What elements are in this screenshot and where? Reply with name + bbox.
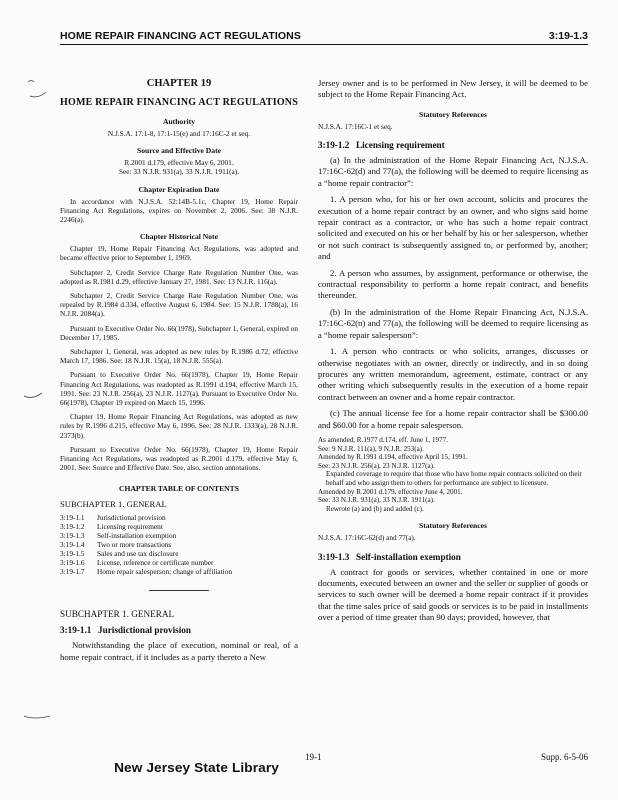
section-text: A contract for goods or services, whether contained in one or more documents, executed between an owner and the seller or supplier of goods or services to such owner will be deemed a home repair contract if it provides that the time sales price of said goods or services is to be paid in installments over a period of time greater than 90 days; provided, however, that	[318, 566, 588, 623]
amendment-line: Expanded coverage to require that those who have home repair contracts solicited on their behalf and who assign them to others for performance are subject to licensure.	[326, 470, 582, 487]
section-title: Licensing requirement	[356, 140, 445, 151]
statutory-references-heading: Statutory References	[419, 109, 487, 119]
toc-entry-title: Two or more transactions	[97, 540, 172, 550]
expiration-heading: Chapter Expiration Date	[138, 184, 220, 194]
toc-entry[interactable]	[60, 540, 232, 549]
amendment-line: See: 33 N.J.R. 931(a), 33 N.J.R. 1911(a).	[318, 496, 435, 505]
expiration-text: In accordance with N.J.S.A. 52:14B-5.1c, Chapter 19, Home Repair Financing Act Regulations, expires on November 2, 2006. See: 38 N.J.R. 2246(a).	[60, 196, 298, 225]
history-paragraph: Pursuant to Executive Order No. 66(1978), Chapter 19, Home Repair Financing Act Regulations, was readopted as R.2001 d.179, effective May 6, 2001. See: Source and Effective Date. See, also, section annotations.	[60, 444, 298, 473]
paragraph-a2: 2. A person who assumes, by assignment, performance or otherwise, the contractual responsibility to perform a home repair contract, and benefits thereunder.	[318, 267, 588, 301]
toc-entry[interactable]	[60, 567, 232, 576]
section-text: Notwithstanding the place of execution, nominal or real, of a home repair contract, if it includes as a party thereto a New	[60, 640, 298, 662]
statutory-references-heading: Statutory References	[419, 521, 487, 531]
chapter-number: CHAPTER 19	[146, 78, 212, 89]
toc-entry-title: Sales and use tax disclosure	[97, 549, 179, 559]
toc-entry-number: 3:19-1.4	[60, 540, 85, 550]
toc-entry-number: 3:19-1.6	[60, 558, 85, 568]
history-paragraph: Chapter 19, Home Repair Financing Act Regulations, was adopted as new rules by R.1996 d.215, effective May 6, 1996. See: 28 N.J.R. 1333(a), 28 N.J.R. 2373(b).	[60, 412, 298, 440]
running-header	[60, 28, 588, 45]
toc-entry[interactable]	[60, 549, 232, 558]
toc-entry-title: Home repair salesperson; change of affiliation	[97, 567, 233, 577]
left-column	[60, 74, 298, 668]
historical-note-heading: Chapter Historical Note	[140, 232, 218, 242]
margin-mark-icon	[22, 708, 58, 724]
history-paragraph: Subchapter 2, Credit Service Charge Rate Regulation Number One, was repealed by R.1984 d.334, effective August 6, 1984. See: 15 N.J.R. 1788(a), 16 N.J.R. 2084(a).	[60, 291, 298, 319]
toc-entry-title: Licensing requirement	[97, 522, 163, 532]
toc-entry[interactable]	[60, 558, 232, 567]
amendment-line: See: 9 N.J.R. 111(a), 9 N.J.R. 253(a).	[318, 444, 424, 453]
section-heading	[60, 625, 298, 635]
section-heading	[318, 552, 588, 562]
margin-mark-icon	[20, 380, 56, 408]
amendment-line: Amended by R.1991 d.194, effective April 15, 1991.	[318, 453, 468, 462]
toc-entry-number: 3:19-1.7	[60, 567, 85, 577]
toc-heading: CHAPTER TABLE OF CONTENTS	[119, 484, 239, 494]
history-paragraph: Subchapter 2, Credit Service Charge Rate Regulation Number One, was adopted as R.1981 d.29, effective January 27, 1981. See: 13 N.J.R. 116(a).	[60, 267, 298, 286]
library-stamp: New Jersey State Library	[114, 760, 279, 775]
amendment-line: See: 23 N.J.R. 256(a), 23 N.J.R. 1127(a).	[318, 461, 435, 470]
supplement-date: Supp. 6-5-06	[541, 752, 588, 762]
source-line: R.2001 d.179, effective May 6, 2001.	[124, 158, 234, 168]
header-title: HOME REPAIR FINANCING ACT REGULATIONS	[60, 30, 301, 42]
toc-entry-number: 3:19-1.5	[60, 549, 85, 559]
continued-text: Jersey owner and is to be performed in New Jersey, it will be deemed to be subject to the Home Repair Financing Act.	[318, 78, 588, 100]
section-number: 3:19-1.3	[318, 551, 350, 562]
paragraph-c: (c) The annual license fee for a home repair contractor shall be $300.00 and $60.00 for a home repair salesperson.	[318, 408, 588, 430]
toc-entry[interactable]	[60, 522, 232, 531]
history-paragraph: Chapter 19, Home Repair Financing Act Regulations, was adopted and became effective prior to September 1, 1969.	[60, 244, 298, 263]
section-title: Jurisdictional provision	[98, 625, 192, 636]
header-section-number: 3:19-1.3	[548, 30, 588, 42]
toc-entry[interactable]	[60, 531, 232, 540]
amendment-history	[318, 436, 588, 513]
paragraph-b: (b) In the administration of the Home Repair Financing Act, N.J.S.A. 17:16C-62(n) and 77(a), the following will be deemed to require licensing as a “home repair salesperson”:	[318, 306, 588, 340]
section-title: Self-installation exemption	[356, 551, 461, 562]
toc-entry-title: Self-installation exemption	[97, 531, 177, 541]
authority-heading: Authority	[162, 117, 196, 126]
history-paragraph: Pursuant to Executive Order No. 66(1978), Chapter 19, Home Repair Financing Act Regulations, was readopted as R.1991 d.194, effective March 15, 1991. See: 23 N.J.R. 256(a), 23 N.J.R. 1127(a). Pursuant to Executive Order No. 66(1978), Chapter 19 expired on March 15, 1996.	[60, 370, 298, 408]
amendment-line: Amended by R.2001 d.179, effective June 4, 2001.	[318, 487, 463, 496]
paragraph-b1: 1. A person who contracts or who solicits, arranges, discusses or otherwise negotiates with an owner, directly or indirectly, and in so doing procures any written memorandum, agreement, estimate, contract or any other writing which subsequently results in the execution of a home repair contract between an owner and a home repair contractor.	[318, 346, 588, 402]
amendment-line: Rewrote (a) and (b) and added (c).	[326, 504, 424, 513]
history-paragraph: Subchapter 1, General, was adopted as new rules by R.1986 d.72, effective March 17, 1986. See: 18 N.J.R. 15(a), 18 N.J.R. 555(a).	[60, 347, 298, 366]
section-heading	[318, 140, 588, 150]
toc-entry-number: 3:19-1.1	[60, 513, 85, 523]
divider	[149, 590, 209, 591]
subchapter-heading: SUBCHAPTER 1. GENERAL	[60, 609, 175, 620]
toc-entry[interactable]	[60, 513, 232, 522]
section-number: 3:19-1.2	[318, 140, 350, 151]
section-number: 3:19-1.1	[60, 625, 92, 636]
toc-entry-number: 3:19-1.3	[60, 531, 85, 541]
paragraph-a: (a) In the administration of the Home Repair Financing Act, N.J.S.A. 17:16C-62(d) and 77(a), the following will be deemed to require licensing as a “home repair contractor”:	[318, 155, 588, 188]
source-line: See: 33 N.J.R. 931(a), 33 N.J.R. 1911(a).	[118, 167, 240, 177]
amendment-line: As amended, R.1977 d.174, eff. June 1, 1977.	[318, 435, 448, 444]
history-paragraph: Pursuant to Executive Order No. 66(1978), Subchapter 1, General, expired on December 17, 1985.	[60, 323, 298, 342]
toc-entry-number: 3:19-1.2	[60, 522, 85, 532]
page-number: 19-1	[305, 752, 322, 762]
authority-text: N.J.S.A. 17:1-8, 17:1-15(e) and 17:16C-2 et seq.	[107, 129, 251, 138]
source-heading: Source and Effective Date	[136, 146, 221, 156]
toc-entry-title: License, reference or certificate number	[97, 558, 214, 568]
right-column	[318, 74, 588, 629]
chapter-title: HOME REPAIR FINANCING ACT REGULATIONS	[60, 97, 298, 108]
statutory-reference: N.J.S.A. 17:16C-1 et seq.	[318, 121, 393, 131]
statutory-reference: N.J.S.A. 17:16C-62(d) and 77(a).	[318, 533, 416, 543]
margin-mark-icon	[20, 76, 56, 104]
toc-subchapter: SUBCHAPTER 1. GENERAL	[60, 499, 167, 510]
toc-entry-title: Jurisdictional provision	[97, 513, 166, 523]
table-of-contents	[60, 513, 232, 576]
paragraph-a1: 1. A person who, for his or her own account, solicits and procures the execution of a home repair contract by an owner, and who signs said home repair contract as a contractor, or who has such a home repair contract solicited and executed on his or her behalf by his or her salesperson, whether or not such contract is subsequently assigned to, or performed by, another; and	[318, 194, 588, 262]
